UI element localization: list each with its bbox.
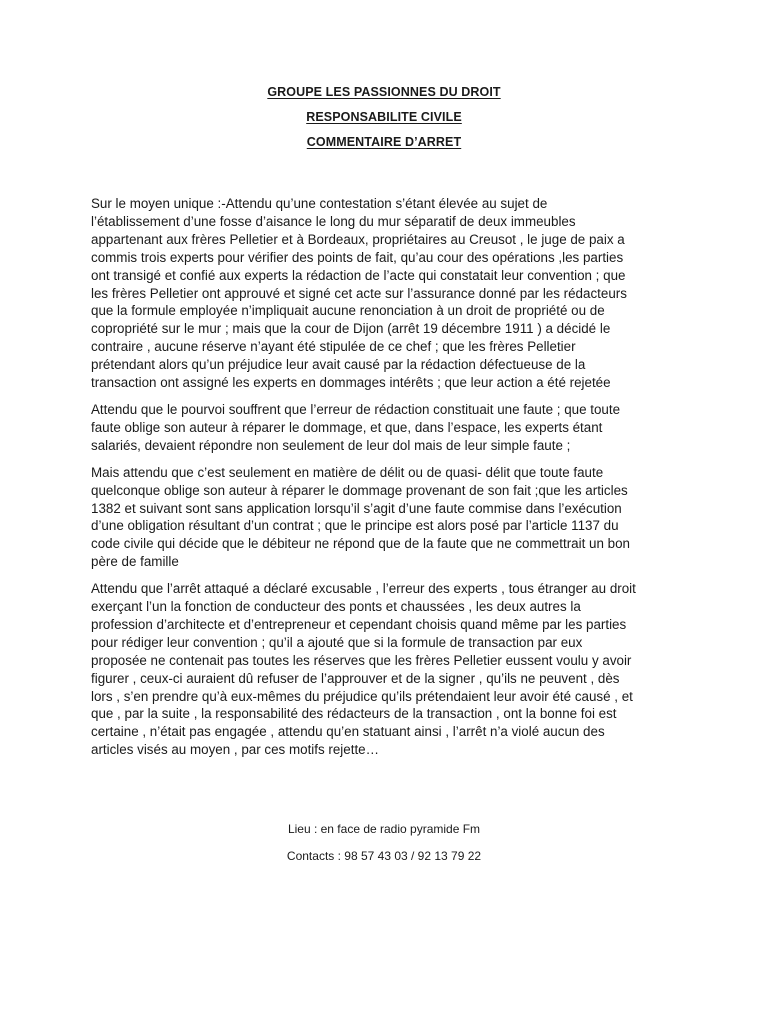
- contacts-line: Contacts : 98 57 43 03 / 92 13 79 22: [286, 849, 482, 863]
- document-header: [0, 85, 768, 160]
- subject-title: RESPONSABILITE CIVILE: [306, 110, 462, 124]
- paragraph-moyen-unique: Sur le moyen unique :-Attendu qu’une contestation s’étant élevée au sujet de l’établissement d’une fosse d’aisance le long du mur séparatif de deux immeubles appartenant aux frères Pelletier et à Bordeaux, propriétaires au Creusot , le juge de paix a commis trois experts pour vérifier des points de fait, qu’au cour des opérations ,les parties ont transigé et confié aux experts la rédaction de l’acte qui constatait leur convention ; que les frères Pelletier ont approuvé et signé cet acte sur l’assurance donné par les rédacteurs que la formule employée n’impliquait aucune renonciation à un droit de propriété ou de copropriété sur le mur ; mais que la cour de Dijon (arrêt 19 décembre 1911 ) a décidé le contraire , aucune réserve n’ayant été stipulée de ce chef ; que les frères Pelletier prétendant alors qu’un préjudice leur avait causé par la rédaction défectueuse de la transaction ont assigné les experts en dommages intérêts ; que leur action a été rejetée: [91, 196, 627, 391]
- location-line: Lieu : en face de radio pyramide Fm: [287, 822, 481, 836]
- exercise-title: COMMENTAIRE D’ARRET: [306, 135, 462, 149]
- document-footer: [0, 822, 768, 876]
- group-title: GROUPE LES PASSIONNES DU DROIT: [267, 85, 501, 99]
- paragraph-delit: Mais attendu que c’est seulement en matière de délit ou de quasi- délit que toute faute quelconque oblige son auteur à réparer le dommage provenant de son fait ;que les articles 1382 et suivant sont sans application lorsqu’il s’agit d’une faute commise dans l’exécution d’une obligation résultant d’un contrat ; que le principe est alors posé par l’article 1137 du code civile qui décide que le débiteur ne répond que de la faute que ne commettrait un bon père de famille: [91, 464, 630, 570]
- paragraph-arret-attaque: Attendu que l’arrêt attaqué a déclaré excusable , l’erreur des experts , tous étranger au droit exerçant l’un la fonction de conducteur des ponts et chaussées , les deux autres la profession d’architecte et d’entrepreneur et cependant choisis quand même par les parties pour rédiger leur convention ; qu’il a ajouté que si la formule de transaction par eux proposée ne contenait pas toutes les réserves que les frères Pelletier eussent voulu y avoir figurer , ceux-ci auraient dû refuser de l’approuver et de la signer , qu’ils ne peuvent , dès lors , s’en prendre qu’à eux-mêmes du préjudice qu’ils prétendaient leur avoir été causé , et que , par la suite , la responsabilité des rédacteurs de la transaction , ont la bonne foi est certaine , n’était pas engagée , attendu qu’en statuant ainsi , l’arrêt n’a violé aucun des articles visés au moyen , par ces motifs rejette…: [91, 581, 636, 758]
- paragraph-pourvoi: Attendu que le pourvoi souffrent que l’erreur de rédaction constituait une faute ; que toute faute oblige son auteur à réparer le dommage, et que, dans l’espace, les experts étant salariés, devaient répondre non seulement de leur dol mais de leur simple faute ;: [91, 401, 621, 453]
- document-body: [91, 195, 681, 768]
